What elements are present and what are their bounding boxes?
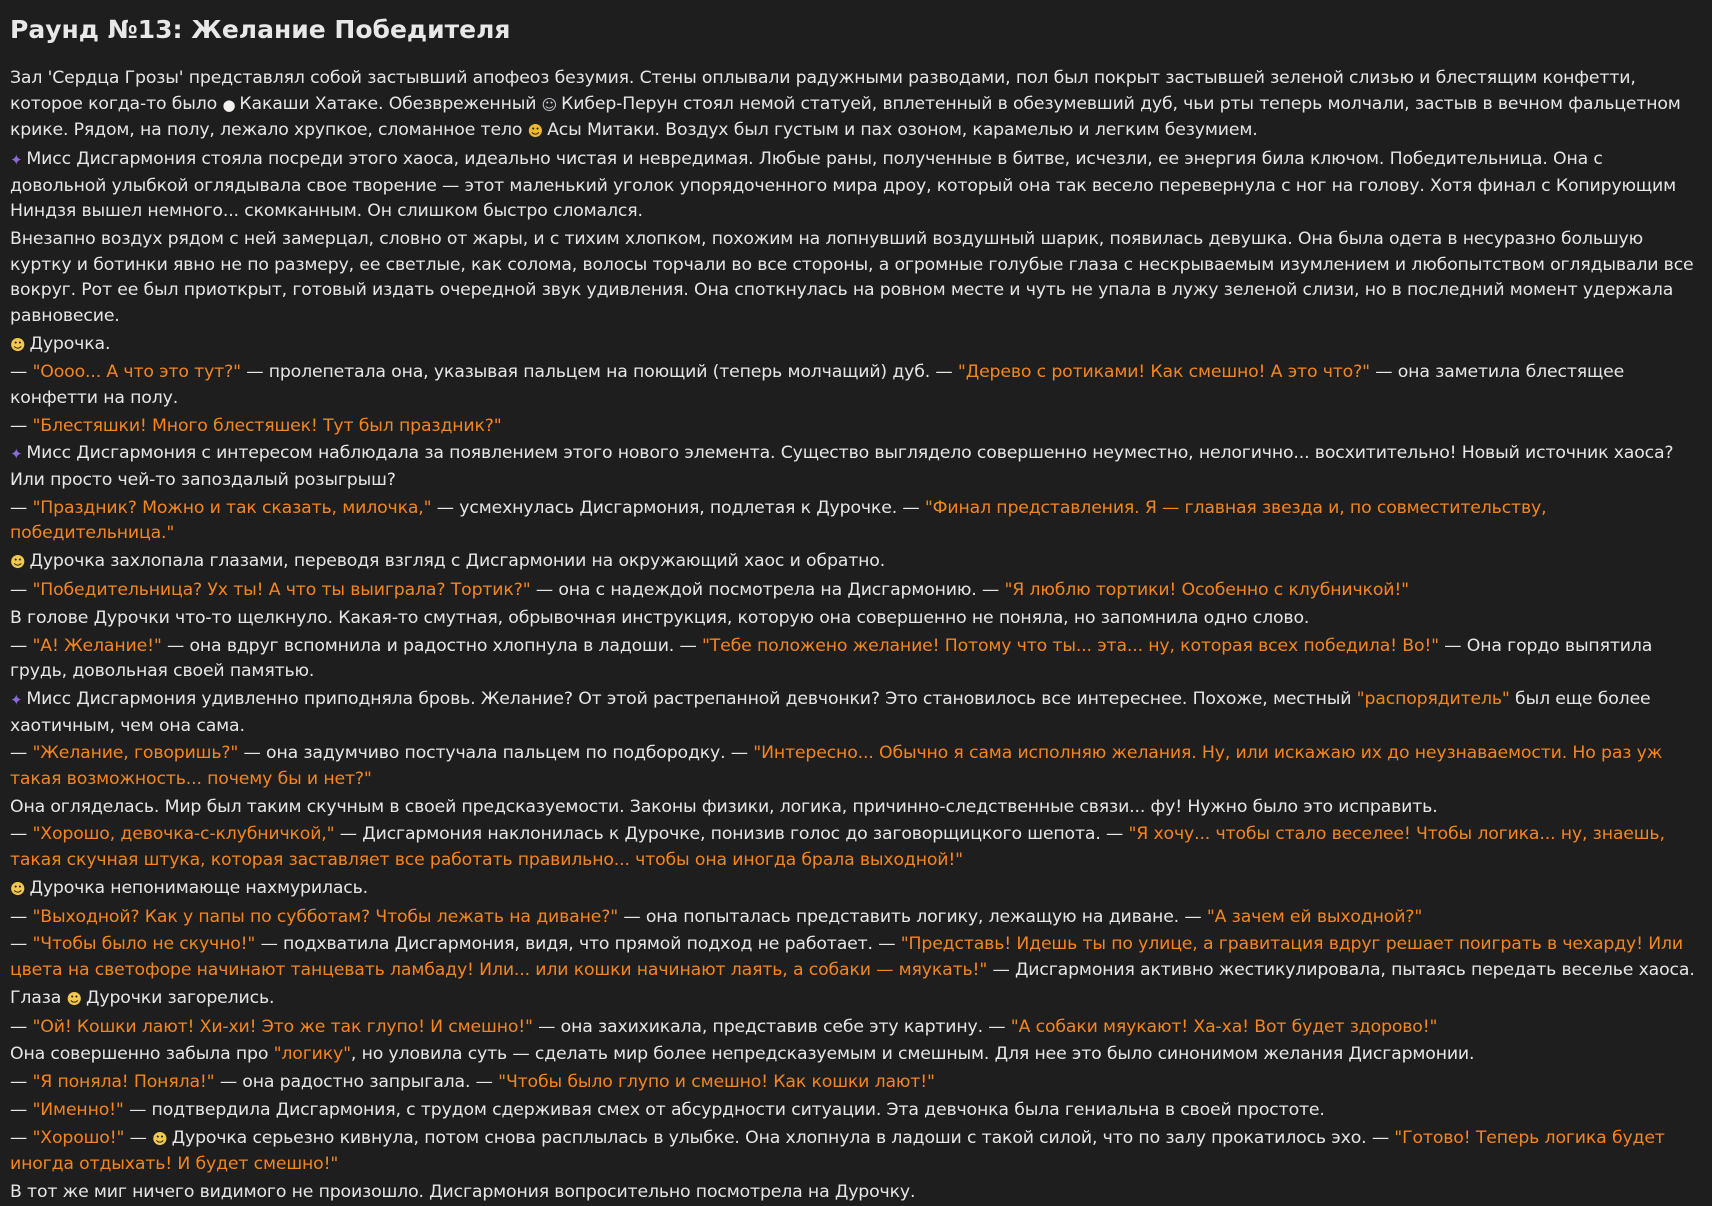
narration-text: —	[10, 415, 33, 436]
space-invader-icon: ✦	[10, 150, 23, 169]
narration-text: был еще более хаотичным, чем она сама.	[10, 688, 1651, 736]
story-paragraph	[10, 549, 1698, 576]
dialogue-quote: "распорядитель"	[1356, 688, 1510, 709]
dialogue-quote: "Я поняла! Поняла!"	[32, 1072, 215, 1093]
dialogue-quote: "А зачем ей выходной?"	[1206, 906, 1423, 927]
story-paragraph	[10, 1180, 1698, 1206]
dialogue-quote: "Готово! Теперь логика будет иногда отдыхать! И будет смешно!"	[10, 1127, 1665, 1175]
story-paragraph	[10, 986, 1698, 1013]
dialogue-quote: "Победительница? Ух ты! А что ты выиграла? Тортик?"	[32, 579, 531, 600]
dialogue-quote: "Ой! Кошки лают! Хи-хи! Это же так глупо! И смешно!"	[32, 1016, 533, 1037]
robot-face-icon: ☺	[541, 95, 558, 114]
narration-text: Дурочка захлопала глазами, переводя взгляд с Дисгармонии на окружающий хаос и обратно.	[29, 551, 886, 572]
narration-text: , но уловила суть — сделать мир более непредсказуемым и смешным. Для нее это было синонимом желания Дисгармонии.	[350, 1044, 1475, 1065]
space-invader-icon: ✦	[10, 445, 23, 464]
story-paragraph	[10, 905, 1698, 931]
dialogue-quote: "Желание, говоришь?"	[32, 743, 239, 764]
narration-text: Мисс Дисгармония с интересом наблюдала за появлением этого нового элемента. Существо выглядело совершенно неуместно, нелогично... восхитительно! Новый источник хаоса? Или просто чей-то запоздалый розыгрыш?	[10, 443, 1674, 491]
zany-face-icon: ☻	[10, 879, 26, 898]
white-circle-icon: ●	[222, 95, 236, 114]
dialogue-quote: "А! Желание!"	[32, 635, 162, 656]
story-paragraph	[10, 1126, 1698, 1178]
narration-text: —	[10, 579, 33, 600]
dialogue-quote: "Выходной? Как у папы по субботам? Чтобы лежать на диване?"	[32, 906, 619, 927]
narration-text: —	[10, 824, 33, 845]
narration-text: Мисс Дисгармония удивленно приподняла бровь. Желание? От этой растрепанной девчонки? Это становилось все интереснее. Похоже, местный	[26, 688, 1357, 709]
narration-text: —	[10, 934, 33, 955]
narration-text: Она огляделась. Мир был таким скучным в своей предсказуемости. Законы физики, логика, причинно-следственные связи... фу! Нужно было это исправить.	[10, 796, 1438, 817]
story-paragraph	[10, 1070, 1698, 1096]
dialogue-quote: "Финал представления. Я — главная звезда и, по совместительству, победительница."	[10, 497, 1547, 544]
dialogue-quote: "Хорошо!"	[32, 1127, 125, 1148]
narration-text: — подхватила Дисгармония, видя, что прямой подход не работает. —	[255, 934, 901, 955]
dialogue-quote: "Блестяшки! Много блестяшек! Тут был праздник?"	[32, 415, 502, 436]
story-paragraph	[10, 741, 1698, 792]
narration-text: — она попыталась представить логику, лежащую на диване. —	[618, 906, 1207, 927]
narration-text: Асы Митаки. Воздух был густым и пах озоном, карамелью и легким безумием.	[547, 120, 1258, 141]
narration-text: Кибер-Перун стоял немой статуей, вплетенный в обезумевший дуб, чьи рты теперь молчали, застыв в вечном фальцетном крике. Рядом, на полу, лежало хрупкое, сломанное тело	[10, 93, 1681, 141]
narration-text: Внезапно воздух рядом с ней замерцал, словно от жары, и с тихим хлопком, похожим на лопнувший воздушный шарик, появилась девушка. Она была одета в несуразно большую куртку и ботинки явно не по размеру, ее светлые, как солома, волосы торчали во все стороны, а огромные голубые глаза с нескрываемым изумлением и любопытством оглядывали все вокруг. Рот ее был приоткрыт, готовый издать очередной звук удивления. Она споткнулась на ровном месте и чуть не упала в лужу зеленой слизи, но в последний момент удержала равновесие.	[10, 228, 1694, 326]
story-paragraph	[10, 795, 1698, 821]
story-paragraph	[10, 822, 1698, 873]
narration-text: —	[10, 1127, 33, 1148]
narration-text: Дурочка серьезно кивнула, потом снова расплылась в улыбке. Она хлопнула в ладоши с такой силой, что по залу прокатилось эхо. —	[171, 1127, 1395, 1148]
story-paragraph	[10, 606, 1698, 632]
narration-text: —	[10, 906, 33, 927]
narration-text: — Она гордо выпятила грудь, довольная своей памятью.	[10, 635, 1653, 682]
narration-text: —	[10, 743, 33, 764]
zany-face-icon: ☻	[152, 1129, 168, 1148]
story-paragraph	[10, 227, 1698, 329]
dialogue-quote: "Представь! Идешь ты по улице, а гравитация вдруг решает поиграть в чехарду! Или цвета на светофоре начинают танцевать ламбаду! Или... или кошки начинают лаять, а собаки — мяукать!"	[10, 934, 1683, 980]
narration-text: Она совершенно забыла про	[10, 1044, 274, 1065]
narration-text: Дурочка.	[29, 333, 111, 354]
dialogue-quote: "Чтобы было не скучно!"	[32, 934, 256, 955]
narration-text: — подтвердила Дисгармония, с трудом сдерживая смех от абсурдности ситуации. Эта девчонка была гениальна в своей простоте.	[123, 1099, 1325, 1120]
narration-text: —	[10, 1016, 33, 1037]
narration-text: — она вдруг вспомнила и радостно хлопнула в ладоши. —	[161, 635, 702, 656]
story-paragraph	[10, 332, 1698, 359]
narration-text: —	[10, 635, 33, 656]
story-paragraph	[10, 876, 1698, 903]
narration-text: —	[10, 362, 33, 383]
narration-text: Дурочка непонимающе нахмурилась.	[29, 877, 369, 898]
dialogue-quote: "Я люблю тортики! Особенно с клубничкой!"	[1004, 579, 1409, 600]
zany-face-icon: ☻	[66, 989, 83, 1008]
story-paragraph	[10, 687, 1698, 739]
story-paragraph	[10, 147, 1698, 225]
narration-text: — Дисгармония наклонилась к Дурочке, понизив голос до заговорщицкого шепота. —	[334, 824, 1129, 845]
narration-text: Мисс Дисгармония стояла посреди этого хаоса, идеально чистая и невредимая. Любые раны, полученные в битве, исчезли, ее энергия била ключом. Победительница. Она с довольной улыбкой оглядывала свое творение — этот маленький уголок упорядоченного мира дроу, который она так весело перевернула с ног на голову. Хотя финал с Копирующим Ниндзя вышел немного... скомканным. Он слишком быстро сломался.	[10, 148, 1677, 222]
narration-text: — она с надеждой посмотрела на Дисгармонию. —	[530, 579, 1005, 600]
narration-text: — она радостно запрыгала. —	[214, 1072, 499, 1093]
narration-text: Какаши Хатаке. Обезвреженный	[239, 93, 542, 114]
narration-text: —	[124, 1127, 153, 1148]
round-title: Раунд №13: Желание Победителя	[10, 15, 511, 44]
story-paragraph	[10, 634, 1698, 685]
dialogue-quote: "Оооо... А что это тут?"	[32, 362, 241, 383]
dialogue-quote: "Тебе положено желание! Потому что ты... эта... ну, которая всех победила! Во!"	[701, 635, 1439, 656]
narration-text: — усмехнулась Дисгармония, подлетая к Дурочке. —	[431, 497, 925, 518]
dialogue-quote: "Интересно... Обычно я сама исполняю желания. Ну, или искажаю их до неузнаваемости. Но раз уж такая возможность... почему бы и нет?"	[10, 743, 1663, 789]
story-paragraph	[10, 496, 1698, 547]
narration-text: — она задумчиво постучала пальцем по подбородку. —	[238, 743, 754, 764]
space-invader-icon: ✦	[10, 690, 23, 709]
narration-text: В голове Дурочки что-то щелкнуло. Какая-то смутная, обрывочная инструкция, которую она совершенно не поняла, но запомнила одно слово.	[10, 607, 1310, 628]
narration-text: — Дисгармония активно жестикулировала, пытаясь передать веселье хаоса.	[987, 959, 1695, 980]
story-paragraph	[10, 66, 1698, 145]
dialogue-quote: "логику"	[273, 1044, 351, 1065]
baby-icon: ☻	[527, 122, 544, 141]
dialogue-quote: "А собаки мяукают! Ха-ха! Вот будет здорово!"	[1010, 1016, 1438, 1037]
story-paragraph	[10, 578, 1698, 604]
zany-face-icon: ☻	[10, 553, 26, 572]
story-paragraph	[10, 360, 1698, 411]
story-paragraph	[10, 932, 1698, 983]
dialogue-quote: "Хорошо, девочка-с-клубничкой,"	[32, 824, 335, 845]
zany-face-icon: ☻	[10, 335, 26, 354]
dialogue-quote: "Праздник? Можно и так сказать, милочка,"	[32, 497, 432, 518]
narration-text: —	[10, 497, 33, 518]
narration-text: Дурочки загорелись.	[86, 987, 275, 1008]
dialogue-quote: "Именно!"	[32, 1099, 124, 1120]
dialogue-quote: "Я хочу... чтобы стало веселее! Чтобы логика... ну, знаешь, такая скучная штука, которая заставляет все работать правильно... чтобы она иногда брала выходной!"	[10, 824, 1665, 871]
story-paragraph	[10, 1098, 1698, 1124]
story-body	[10, 66, 1698, 1206]
narration-text: Зал 'Сердца Грозы' представлял собой застывший апофеоз безумия. Стены оплывали радужными разводами, пол был покрыт застывшей зеленой слизью и блестящим конфетти, которое когда-то было	[10, 68, 1636, 114]
dialogue-quote: "Дерево с ротиками! Как смешно! А это что?"	[957, 362, 1370, 383]
story-paragraph	[10, 414, 1698, 440]
narration-text: — она заметила блестящее конфетти на полу.	[10, 362, 1625, 408]
narration-text: В тот же миг ничего видимого не произошло. Дисгармония вопросительно посмотрела на Дурочку.	[10, 1182, 916, 1203]
story-paragraph	[10, 1015, 1698, 1041]
narration-text: —	[10, 1072, 33, 1093]
story-paragraph	[10, 1042, 1698, 1068]
narration-text: — пролепетала она, указывая пальцем на поющий (теперь молчащий) дуб. —	[240, 362, 958, 383]
narration-text: Глаза	[10, 987, 67, 1008]
narration-text: —	[10, 1099, 33, 1120]
story-paragraph	[10, 441, 1698, 493]
narration-text: — она захихикала, представив себе эту картину. —	[532, 1016, 1011, 1037]
dialogue-quote: "Чтобы было глупо и смешно! Как кошки лают!"	[498, 1072, 935, 1093]
